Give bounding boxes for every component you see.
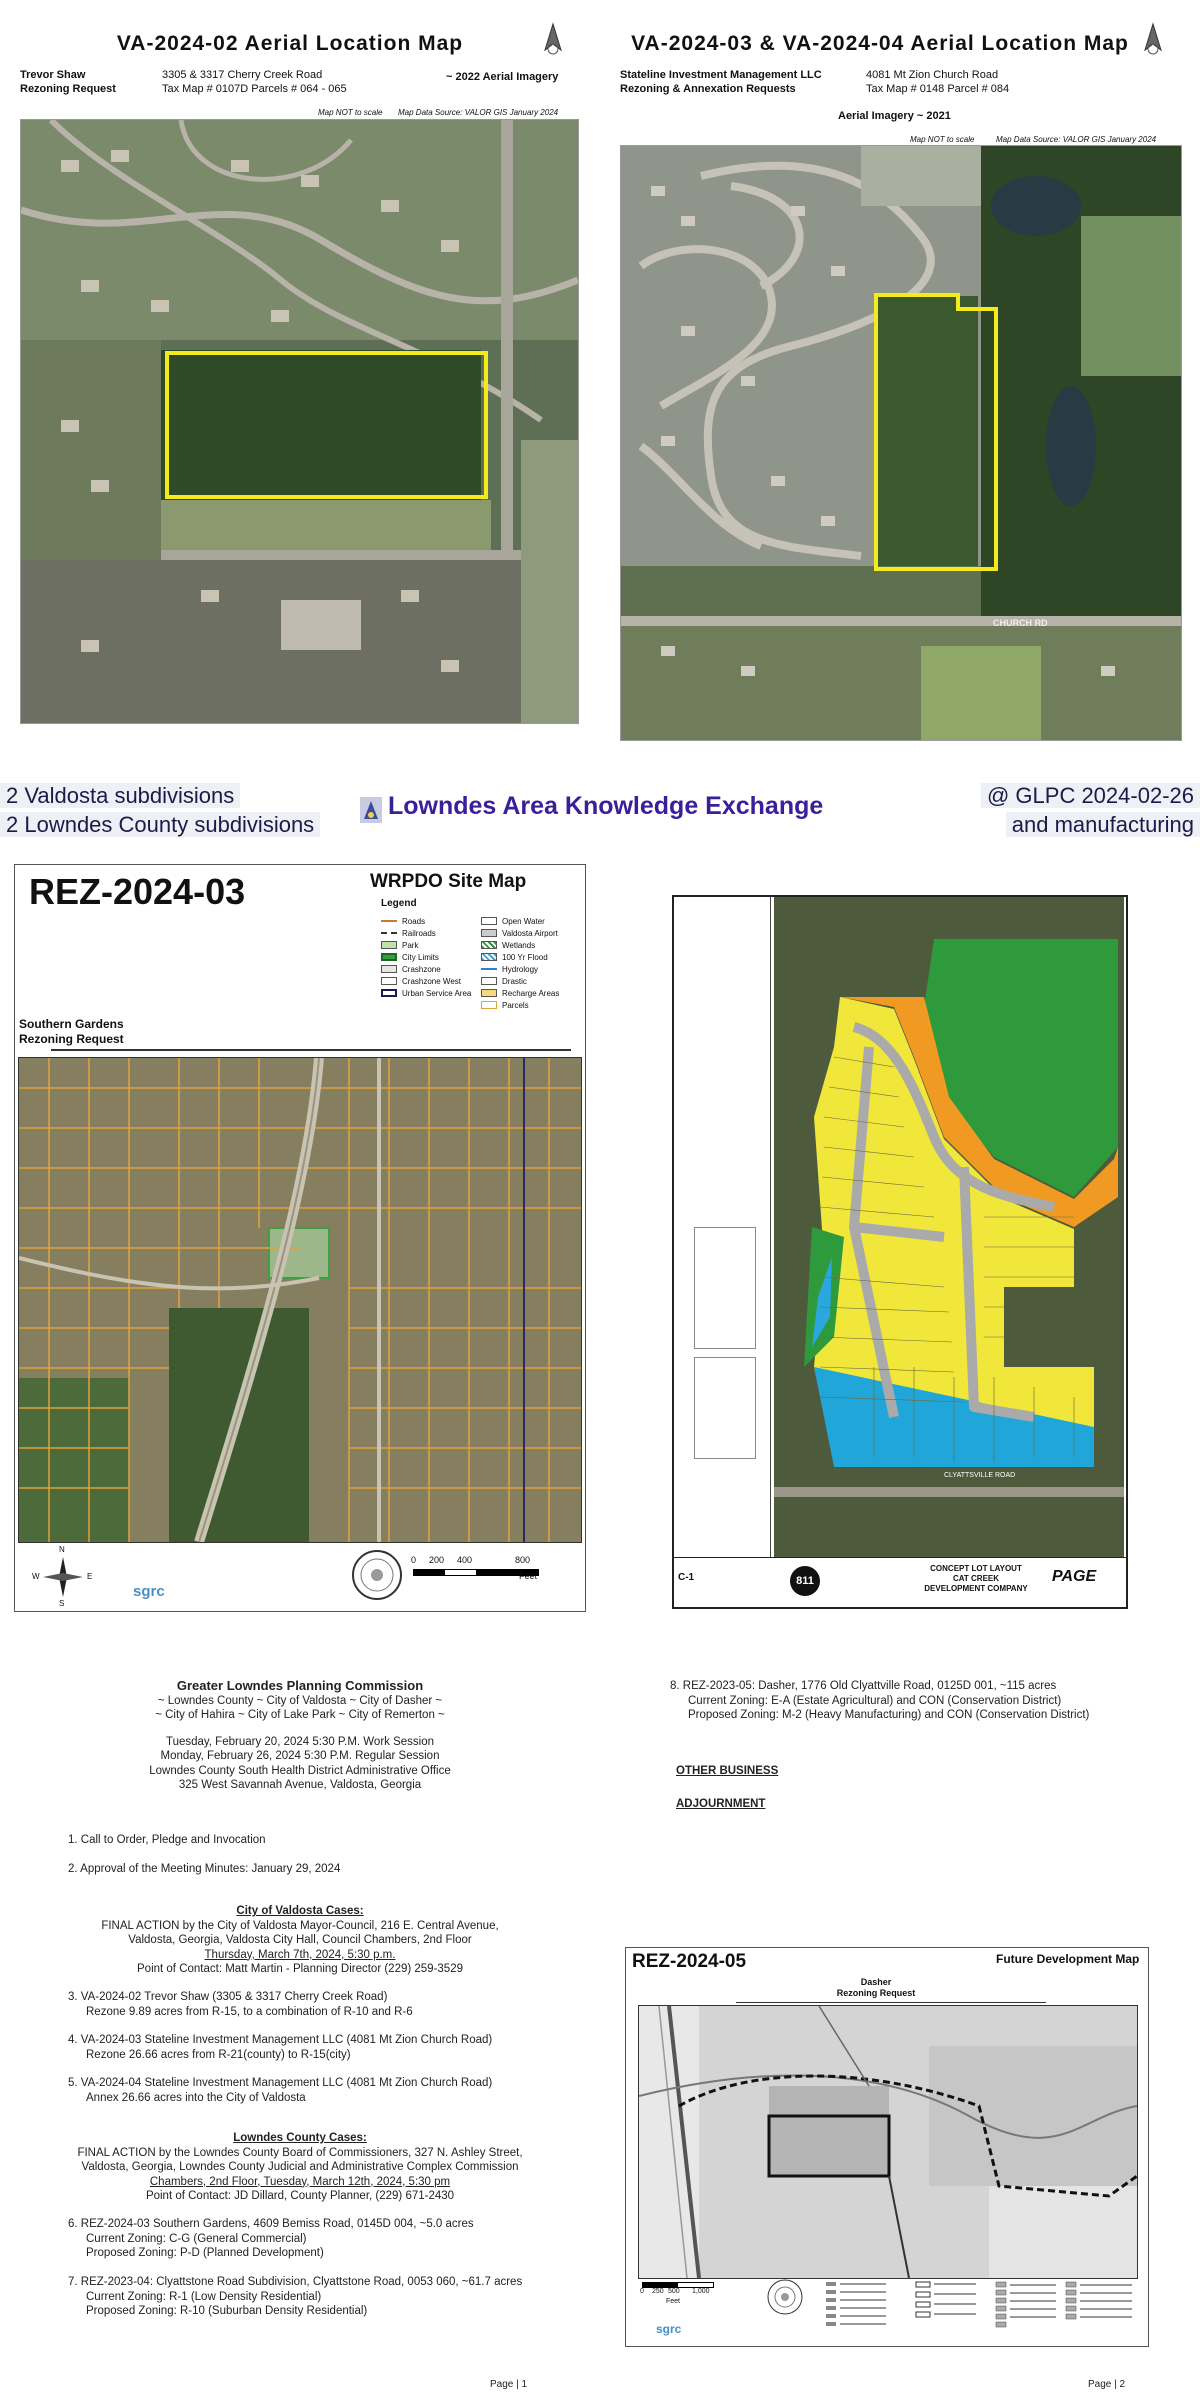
county-seal-icon (351, 1549, 403, 1601)
north-arrow-icon (540, 22, 566, 56)
valdosta-heading: City of Valdosta Cases: (236, 1905, 364, 1917)
compass-s: S (59, 1599, 65, 1608)
scale-label-800: 800 (515, 1555, 531, 1565)
banner-left-line2: 2 Lowndes County subdivisions (0, 812, 320, 837)
work-session: Tuesday, February 20, 2024 5:30 P.M. Work Session (165, 1735, 435, 1748)
request-type: Rezoning Request (20, 83, 116, 95)
legend-item-urban-service: Urban Service Area (381, 987, 471, 999)
compass-w: W (32, 1572, 40, 1581)
subject-request: Rezoning Request (19, 1032, 124, 1046)
item-6-proposed: Proposed Zoning: P-D (Planned Development) (86, 2247, 324, 2259)
title-block-strip (674, 897, 771, 1557)
concept-title-line2: CAT CREEK (952, 1574, 1000, 1583)
valdosta-text-1: FINAL ACTION by the City of Valdosta Mayor-Council, 216 E. Central Avenue, (101, 1919, 499, 1932)
fdm-scale-label-1000: 1,000 (692, 2288, 710, 2295)
item-8-proposed: Proposed Zoning: M-2 (Heavy Manufacturing) and CON (Conservation District) (688, 1709, 1090, 1721)
lowndes-text-2: Valdosta, Georgia, Lowndes County Judicial and Administrative Complex Commission (81, 2161, 519, 2173)
lowndes-heading: Lowndes County Cases: (233, 2132, 367, 2144)
valdosta-cases-block (60, 1904, 540, 1977)
title-block-bottom (674, 1557, 1126, 1608)
lowndes-text-1: FINAL ACTION by the Lowndes County Board of Commissioners, 327 N. Ashley Street, (77, 2146, 523, 2159)
item-4-title: 4. VA-2024-03 Stateline Investment Management LLC (4081 Mt Zion Church Road) (68, 2034, 493, 2046)
page-number-right: Page | 2 (1088, 2379, 1126, 2390)
venue-name: Lowndes County South Health District Administrative Office (149, 1764, 451, 1777)
item-5-detail: Annex 26.66 acres into the City of Valdosta (86, 2091, 306, 2104)
north-arrow-icon (1140, 22, 1166, 56)
legend-item-hydrology: Hydrology (481, 963, 559, 975)
legend-item-crashzone: Crashzone (381, 963, 471, 975)
owner-name: Trevor Shaw (20, 69, 86, 81)
subject-name: Southern Gardens (19, 1017, 124, 1031)
scale-label-200: 200 (429, 1555, 445, 1565)
aerial-photo-right (620, 145, 1182, 741)
legend-item-open-water: Open Water (481, 915, 559, 927)
valdosta-text-3: Thursday, March 7th, 2024, 5:30 p.m. (204, 1948, 396, 1961)
item-6-title: 6. REZ-2024-03 Southern Gardens, 4609 Bemiss Road, 0145D 004, ~5.0 acres (68, 2218, 474, 2230)
item-8-current: Current Zoning: E-A (Estate Agricultural) and CON (Conservation District) (688, 1694, 1062, 1707)
legend-item-wetlands: Wetlands (481, 939, 559, 951)
concept-lot-layout (672, 895, 1128, 1609)
sgrc-logo: sgrc (656, 2322, 682, 2336)
owner-name: Stateline Investment Management LLC (620, 69, 822, 81)
legend-item-roads: Roads (381, 915, 471, 927)
venue-address: 325 West Savannah Avenue, Valdosta, Georgia (178, 1779, 422, 1791)
banner-right-line2: and manufacturing (1006, 812, 1200, 837)
sheet-number: C-1 (678, 1572, 695, 1583)
item-6-current: Current Zoning: C-G (General Commercial) (86, 2232, 307, 2245)
scale-unit: Feet (519, 1571, 538, 1581)
title-rule (51, 1049, 571, 1051)
imagery-year: Aerial Imagery ~ 2021 (838, 110, 951, 122)
compass-icon (41, 1555, 85, 1599)
legend-item-drastic: Drastic (481, 975, 559, 987)
fdm-map-area (638, 2005, 1138, 2279)
page-brand-logo: PAGE (1052, 1568, 1097, 1585)
map-title: Future Development Map (996, 1952, 1140, 1966)
sgrc-logo: sgrc (133, 1583, 165, 1600)
item-7-proposed: Proposed Zoning: R-10 (Suburban Density Residential) (86, 2305, 368, 2317)
item-8-title: 8. REZ-2023-05: Dasher, 1776 Old Clyattville Road, 0125D 001, ~115 acres (670, 1680, 1057, 1692)
scale-note: Map NOT to scale (318, 108, 383, 117)
request-type: Rezoning & Annexation Requests (620, 83, 796, 95)
tax-map-info: Tax Map # 0107D Parcels # 064 - 065 (162, 83, 347, 95)
subject-request: Rezoning Request (836, 1988, 916, 1998)
aerial-map-title-right: VA-2024-03 & VA-2024-04 Aerial Location Map (631, 32, 1129, 55)
data-source-note: Map Data Source: VALOR GIS January 2024 (996, 135, 1157, 144)
adjournment-heading: ADJOURNMENT (676, 1798, 766, 1810)
item-4-detail: Rezone 26.66 acres from R-21(county) to R-15(city) (86, 2048, 351, 2061)
page-number-left: Page | 1 (490, 2379, 528, 2390)
agenda-item-4 (68, 2033, 492, 2062)
future-development-map (625, 1947, 1149, 2347)
case-number: REZ-2024-03 (29, 871, 246, 912)
property-address: 4081 Mt Zion Church Road (866, 69, 999, 81)
agenda-item-1: 1. Call to Order, Pledge and Invocation (68, 1834, 266, 1846)
wrpdo-site-map (14, 864, 586, 1612)
concept-title-line1: CONCEPT LOT LAYOUT (930, 1564, 1022, 1573)
site-plan-drawing (774, 897, 1124, 1557)
regular-session: Monday, February 26, 2024 5:30 P.M. Regular Session (160, 1750, 440, 1762)
other-business-heading: OTHER BUSINESS (676, 1765, 779, 1777)
legend-title: Legend (381, 898, 417, 909)
fdm-legend (826, 2278, 1138, 2338)
item-5-title: 5. VA-2024-04 Stateline Investment Management LLC (4081 Mt Zion Church Road) (68, 2077, 493, 2089)
item-7-current: Current Zoning: R-1 (Low Density Residential) (86, 2290, 322, 2303)
compass-e: E (87, 1572, 93, 1581)
aerial-map-title-left: VA-2024-02 Aerial Location Map (116, 32, 464, 55)
scale-label-0: 0 (411, 1555, 417, 1565)
item-3-title: 3. VA-2024-02 Trevor Shaw (3305 & 3317 Cherry Creek Road) (68, 1991, 388, 2003)
legend-item-airport: Valdosta Airport (481, 927, 559, 939)
title-rule (736, 2002, 1046, 2003)
cities-line1: ~ Lowndes County ~ City of Valdosta ~ City of Dasher ~ (157, 1694, 443, 1707)
property-address: 3305 & 3317 Cherry Creek Road (162, 69, 323, 81)
legend-item-parcels: Parcels (481, 999, 559, 1011)
compass-n: N (59, 1545, 65, 1554)
fdm-scale-unit: Feet (666, 2298, 681, 2305)
agenda-item-7 (68, 2275, 522, 2319)
agenda-item-5 (68, 2076, 492, 2105)
tax-map-info: Tax Map # 0148 Parcel # 084 (866, 83, 1010, 95)
agenda-item-3 (68, 1990, 413, 2019)
legend-left-column (381, 915, 471, 999)
lowndes-text-3: Chambers, 2nd Floor, Tuesday, March 12th, 2024, 5:30 pm (149, 2175, 451, 2188)
wrpdo-map-area (18, 1057, 582, 1543)
lake-title-link[interactable]: Lowndes Area Knowledge Exchange (388, 792, 824, 820)
concept-title-line3: DEVELOPMENT COMPANY (924, 1584, 1028, 1593)
concept-title (906, 1564, 1046, 1594)
legend-right-column (481, 915, 559, 1011)
road-label: CLYATTSVILLE ROAD (944, 1472, 1016, 1479)
banner-left (0, 781, 320, 839)
valdosta-text-2: Valdosta, Georgia, Valdosta City Hall, Council Chambers, 2nd Floor (128, 1934, 472, 1946)
call-811-badge: 811 (790, 1566, 820, 1596)
fdm-scale-label-250: 250 (652, 2288, 664, 2295)
banner-left-line1: 2 Valdosta subdivisions (0, 783, 240, 808)
imagery-year: ~ 2022 Aerial Imagery (446, 71, 559, 83)
fdm-scale-label-0: 0 (640, 2288, 644, 2295)
legend-item-crashzone-west: Crashzone West (381, 975, 471, 987)
road-label: CHURCH RD (993, 618, 1048, 628)
banner-right-line1: @ GLPC 2024-02-26 (981, 783, 1200, 808)
scale-note: Map NOT to scale (910, 135, 975, 144)
cities-line2: ~ City of Hahira ~ City of Lake Park ~ City of Remerton ~ (155, 1709, 445, 1721)
case-number: REZ-2024-05 (632, 1951, 747, 1972)
legend-item-city-limits: City Limits (381, 951, 471, 963)
lowndes-text-4: Point of Contact: JD Dillard, County Planner, (229) 671-2430 (145, 2190, 455, 2202)
data-source-note: Map Data Source: VALOR GIS January 2024 (398, 108, 559, 117)
lowndes-cases-block (50, 2131, 550, 2204)
subject-name: Dasher (860, 1977, 892, 1987)
legend-item-railroads: Railroads (381, 927, 471, 939)
subject-parcel-outline (165, 351, 488, 499)
legend-item-flood: 100 Yr Flood (481, 951, 559, 963)
map-title: WRPDO Site Map (370, 871, 527, 892)
legend-item-park: Park (381, 939, 471, 951)
valdosta-text-4: Point of Contact: Matt Martin - Planning Director (229) 259-3529 (137, 1963, 463, 1975)
fdm-scale-label-500: 500 (668, 2288, 680, 2295)
agenda-header (80, 1679, 520, 1793)
scale-label-400: 400 (457, 1555, 473, 1565)
lake-logo-icon (360, 797, 382, 823)
subject-parcel-outline (874, 293, 998, 571)
agenda-item-6 (68, 2217, 474, 2261)
agenda-item-2: 2. Approval of the Meeting Minutes: January 29, 2024 (68, 1863, 341, 1875)
item-3-detail: Rezone 9.89 acres from R-15, to a combination of R-10 and R-6 (86, 2005, 413, 2018)
legend-item-recharge: Recharge Areas (481, 987, 559, 999)
banner-right (981, 781, 1200, 839)
aerial-photo-left (20, 119, 579, 724)
county-seal-icon (766, 2278, 804, 2316)
agenda-item-8 (670, 1679, 1089, 1723)
commission-name: Greater Lowndes Planning Commission (176, 1678, 424, 1693)
item-7-title: 7. REZ-2023-04: Clyattstone Road Subdivision, Clyattstone Road, 0053 060, ~61.7 acres (68, 2276, 523, 2288)
